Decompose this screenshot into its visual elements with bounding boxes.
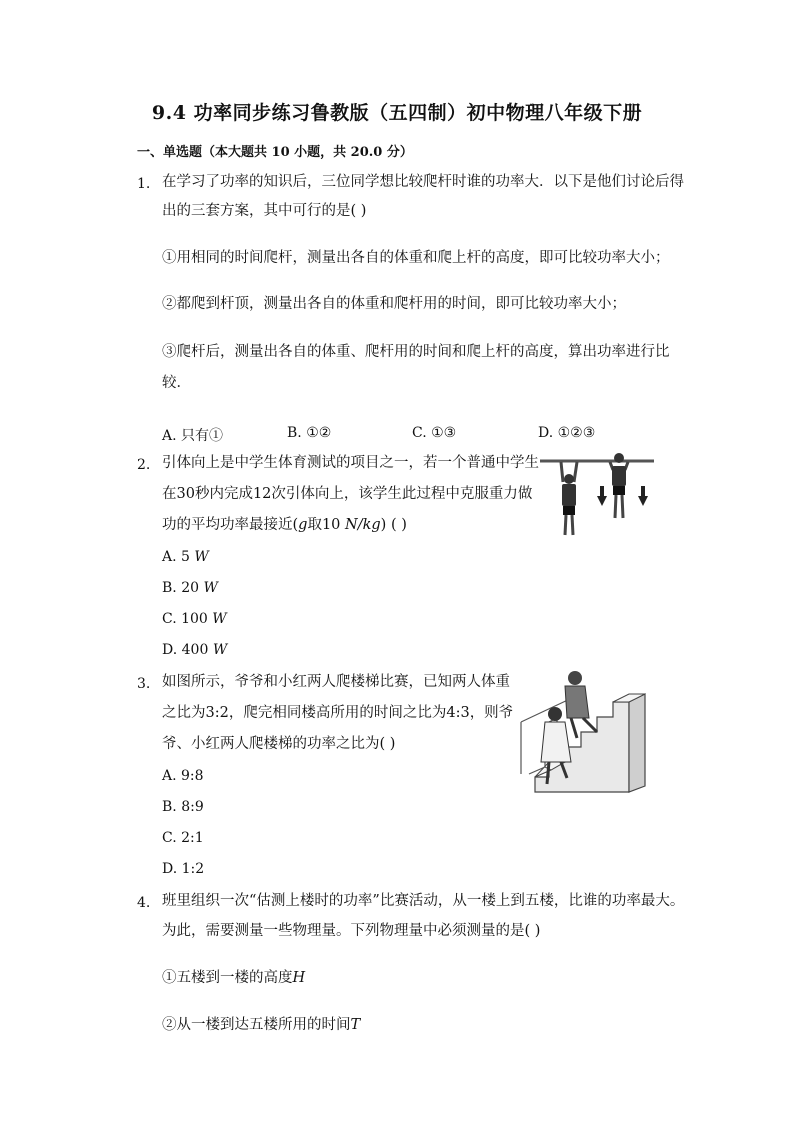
statement: ②从一楼到达五楼所用的时间T xyxy=(162,1017,361,1033)
question-stem: 在30秒内完成12次引体向上，该学生此过程中克服重力做 xyxy=(162,486,533,502)
option-d: D. ①②③ xyxy=(538,425,596,441)
option-c: C. 2:1 xyxy=(162,830,204,846)
page-title: 9.4 功率同步练习鲁教版（五四制）初中物理八年级下册 xyxy=(151,102,643,124)
option-b: B. 8:9 xyxy=(162,799,204,815)
option-b: B. ①② xyxy=(287,425,332,441)
statement: ②都爬到杆顶，测量出各自的体重和爬杆用的时间，即可比较功率大小； xyxy=(162,296,626,312)
question-stem: 班里组织一次“估测上楼时的功率”比赛活动，从一楼上到五楼，比谁的功率最大。 xyxy=(162,893,685,909)
option-a: A. 9:8 xyxy=(162,768,204,784)
option-c: C. ①③ xyxy=(412,425,457,441)
question-stem: 如图所示，爷爷和小红两人爬楼梯比赛，已知两人体重 xyxy=(162,674,510,690)
question-number: 4. xyxy=(137,895,151,911)
option-d: D. 400 W xyxy=(162,642,228,658)
question-stem: 功的平均功率最接近(g取10 N/kg) ( ) xyxy=(162,517,407,533)
question-stem: 引体向上是中学生体育测试的项目之一，若一个普通中学生 xyxy=(162,455,539,471)
option-b: B. 20 W xyxy=(162,580,218,596)
stairs-figure xyxy=(517,662,660,804)
statement: ③爬杆后，测量出各自的体重、爬杆用的时间和爬上杆的高度，算出功率进行比 xyxy=(162,344,670,360)
question-stem: 之比为3:2，爬完相同楼高所用的时间之比为4:3，则爷 xyxy=(162,705,514,721)
option-c: C. 100 W xyxy=(162,611,227,627)
question-number: 1. xyxy=(137,176,151,192)
option-d: D. 1:2 xyxy=(162,861,205,877)
question-number: 3. xyxy=(137,676,151,692)
question-stem: 出的三套方案，其中可行的是( ) xyxy=(162,203,367,219)
statement: ①五楼到一楼的高度H xyxy=(162,970,306,986)
statement: ①用相同的时间爬杆，测量出各自的体重和爬上杆的高度，即可比较功率大小； xyxy=(162,250,670,266)
pull-up-figure xyxy=(538,452,656,538)
section-heading: 一、单选题（本大题共 10 小题，共 20.0 分） xyxy=(137,145,413,160)
statement: 较． xyxy=(162,375,191,391)
question-number: 2. xyxy=(137,457,151,473)
question-stem: 在学习了功率的知识后，三位同学想比较爬杆时谁的功率大．以下是他们讨论后得 xyxy=(162,174,684,190)
option-a: A. 5 W xyxy=(162,549,209,565)
question-stem: 为此，需要测量一些物理量。下列物理量中必须测量的是( ) xyxy=(162,923,541,939)
question-stem: 爷、小红两人爬楼梯的功率之比为( ) xyxy=(162,736,396,752)
option-a: A. 只有① xyxy=(162,428,224,444)
